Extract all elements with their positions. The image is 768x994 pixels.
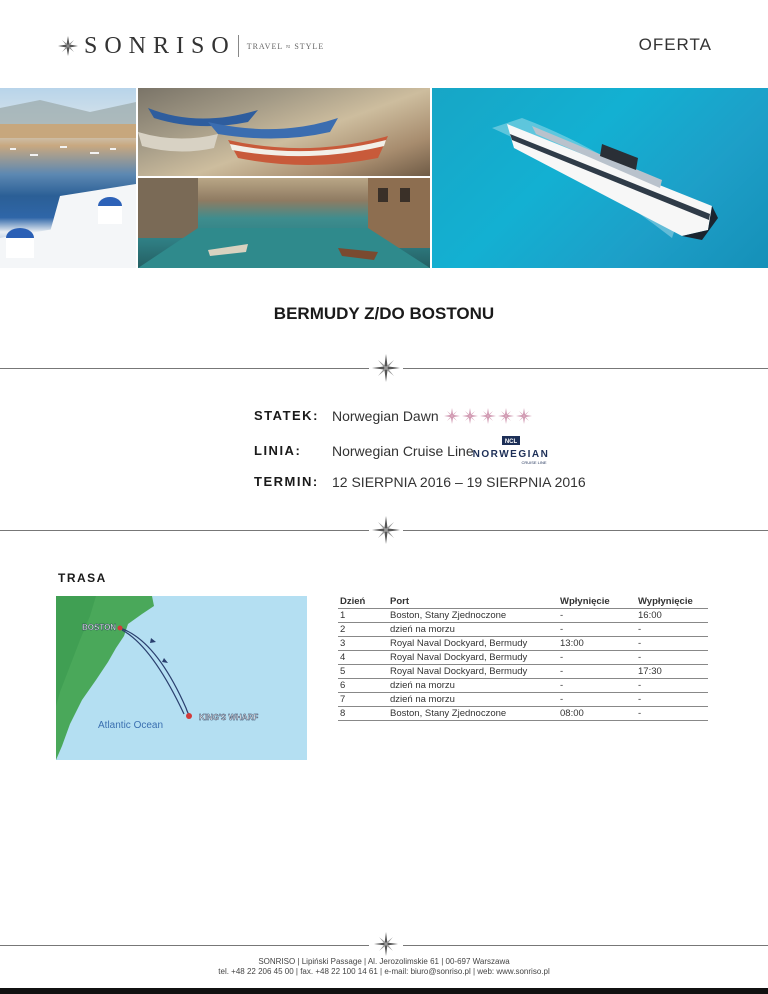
ship-rating [444, 408, 532, 424]
compass-ornament-icon [372, 354, 400, 382]
table-row [338, 679, 708, 693]
cell-day: 2 [338, 623, 388, 637]
cell-arrival: 08:00 [558, 707, 636, 721]
ship-label: STATEK: [254, 408, 319, 423]
offer-title: BERMUDY Z/DO BOSTONU [273, 304, 495, 323]
cell-day: 5 [338, 665, 388, 679]
cell-port: Royal Naval Dockyard, Bermudy [388, 651, 558, 665]
ship-value: Norwegian Dawn [332, 408, 439, 424]
table-row [338, 665, 708, 679]
cell-arrival: - [558, 623, 636, 637]
route-map [56, 596, 307, 760]
table-row [338, 693, 708, 707]
brand-separator [238, 35, 239, 57]
col-header-arrival: Wpłynięcie [560, 596, 610, 607]
cell-port: Boston, Stany Zjednoczone [388, 609, 558, 623]
cell-port: Boston, Stany Zjednoczone [388, 707, 558, 721]
cell-day: 8 [338, 707, 388, 721]
brand-name: SONRISO [84, 32, 236, 59]
photo-harbor-santorini [0, 88, 136, 268]
cell-arrival: - [558, 665, 636, 679]
footer-contacts: tel. +48 22 206 45 00 | fax. +48 22 100 14 61 | e-mail: biuro@sonriso.pl | web: www.sonriso.pl [218, 967, 550, 976]
cell-port: dzień na morzu [388, 679, 558, 693]
document-label: OFERTA [638, 35, 712, 54]
cell-arrival: - [558, 609, 636, 623]
table-row [338, 637, 708, 651]
brand-logo [58, 30, 324, 62]
map-label-origin: BOSTON [82, 623, 117, 632]
ncl-logo-sub: CRUISE LINE [521, 460, 547, 465]
cell-arrival: - [558, 651, 636, 665]
cell-departure: 17:30 [636, 665, 708, 679]
cell-port: Royal Naval Dockyard, Bermudy [388, 637, 558, 651]
rating-star-icon [462, 408, 478, 424]
footer-address: SONRISO | Lipiński Passage | Al. Jerozolimskie 61 | 00-697 Warszawa [258, 957, 510, 966]
cell-day: 3 [338, 637, 388, 651]
cell-departure: - [636, 623, 708, 637]
cell-port: dzień na morzu [388, 623, 558, 637]
divider-line-left [0, 945, 369, 946]
compass-ornament-icon [374, 932, 398, 956]
divider-line-right [403, 945, 768, 946]
cell-departure: - [636, 679, 708, 693]
cell-day: 6 [338, 679, 388, 693]
cell-departure: - [636, 651, 708, 665]
col-header-departure: Wypłynięcie [638, 596, 693, 607]
cell-day: 4 [338, 651, 388, 665]
photo-venice-canal [138, 178, 430, 268]
divider-line-right [403, 530, 768, 531]
term-value: 12 SIERPNIA 2016 – 19 SIERPNIA 2016 [332, 474, 586, 490]
cell-day: 1 [338, 609, 388, 623]
term-label: TERMIN: [254, 474, 319, 489]
ncl-logo-name: NORWEGIAN [472, 449, 550, 460]
cell-departure: 16:00 [636, 609, 708, 623]
map-label-destination: KING'S WHARF [199, 713, 259, 722]
line-label: LINIA: [254, 443, 302, 458]
divider-line-right [403, 368, 768, 369]
cell-port: dzień na morzu [388, 693, 558, 707]
cell-departure: - [636, 693, 708, 707]
rating-star-icon [480, 408, 496, 424]
rating-star-icon [516, 408, 532, 424]
photo-cruise-ship [432, 88, 768, 268]
route-heading: TRASA [58, 571, 107, 585]
bottom-bar [0, 988, 768, 994]
divider-line-left [0, 530, 369, 531]
map-label-ocean: Atlantic Ocean [98, 720, 164, 731]
itinerary-table [338, 596, 708, 721]
cell-day: 7 [338, 693, 388, 707]
cell-arrival: - [558, 693, 636, 707]
rating-star-icon [498, 408, 514, 424]
cell-departure: - [636, 637, 708, 651]
cell-arrival: - [558, 679, 636, 693]
table-row [338, 707, 708, 721]
photo-fishing-boats [138, 88, 430, 176]
compass-ornament-icon [372, 516, 400, 544]
ncl-logo-badge: NCL [504, 439, 518, 445]
footer-contact [0, 957, 768, 977]
table-row [338, 651, 708, 665]
cell-port: Royal Naval Dockyard, Bermudy [388, 665, 558, 679]
line-value: Norwegian Cruise Line [332, 443, 474, 459]
table-row [338, 609, 708, 623]
rating-star-icon [444, 408, 460, 424]
ncl-logo [470, 436, 552, 466]
cell-arrival: 13:00 [558, 637, 636, 651]
col-header-day: Dzień [340, 596, 366, 607]
brand-tagline: TRAVEL ≈ STYLE [246, 41, 325, 51]
col-header-port: Port [390, 596, 409, 607]
divider-line-left [0, 368, 369, 369]
compass-star-icon [58, 36, 78, 56]
table-row [338, 623, 708, 637]
table-header-row [338, 596, 708, 609]
cell-departure: - [636, 707, 708, 721]
